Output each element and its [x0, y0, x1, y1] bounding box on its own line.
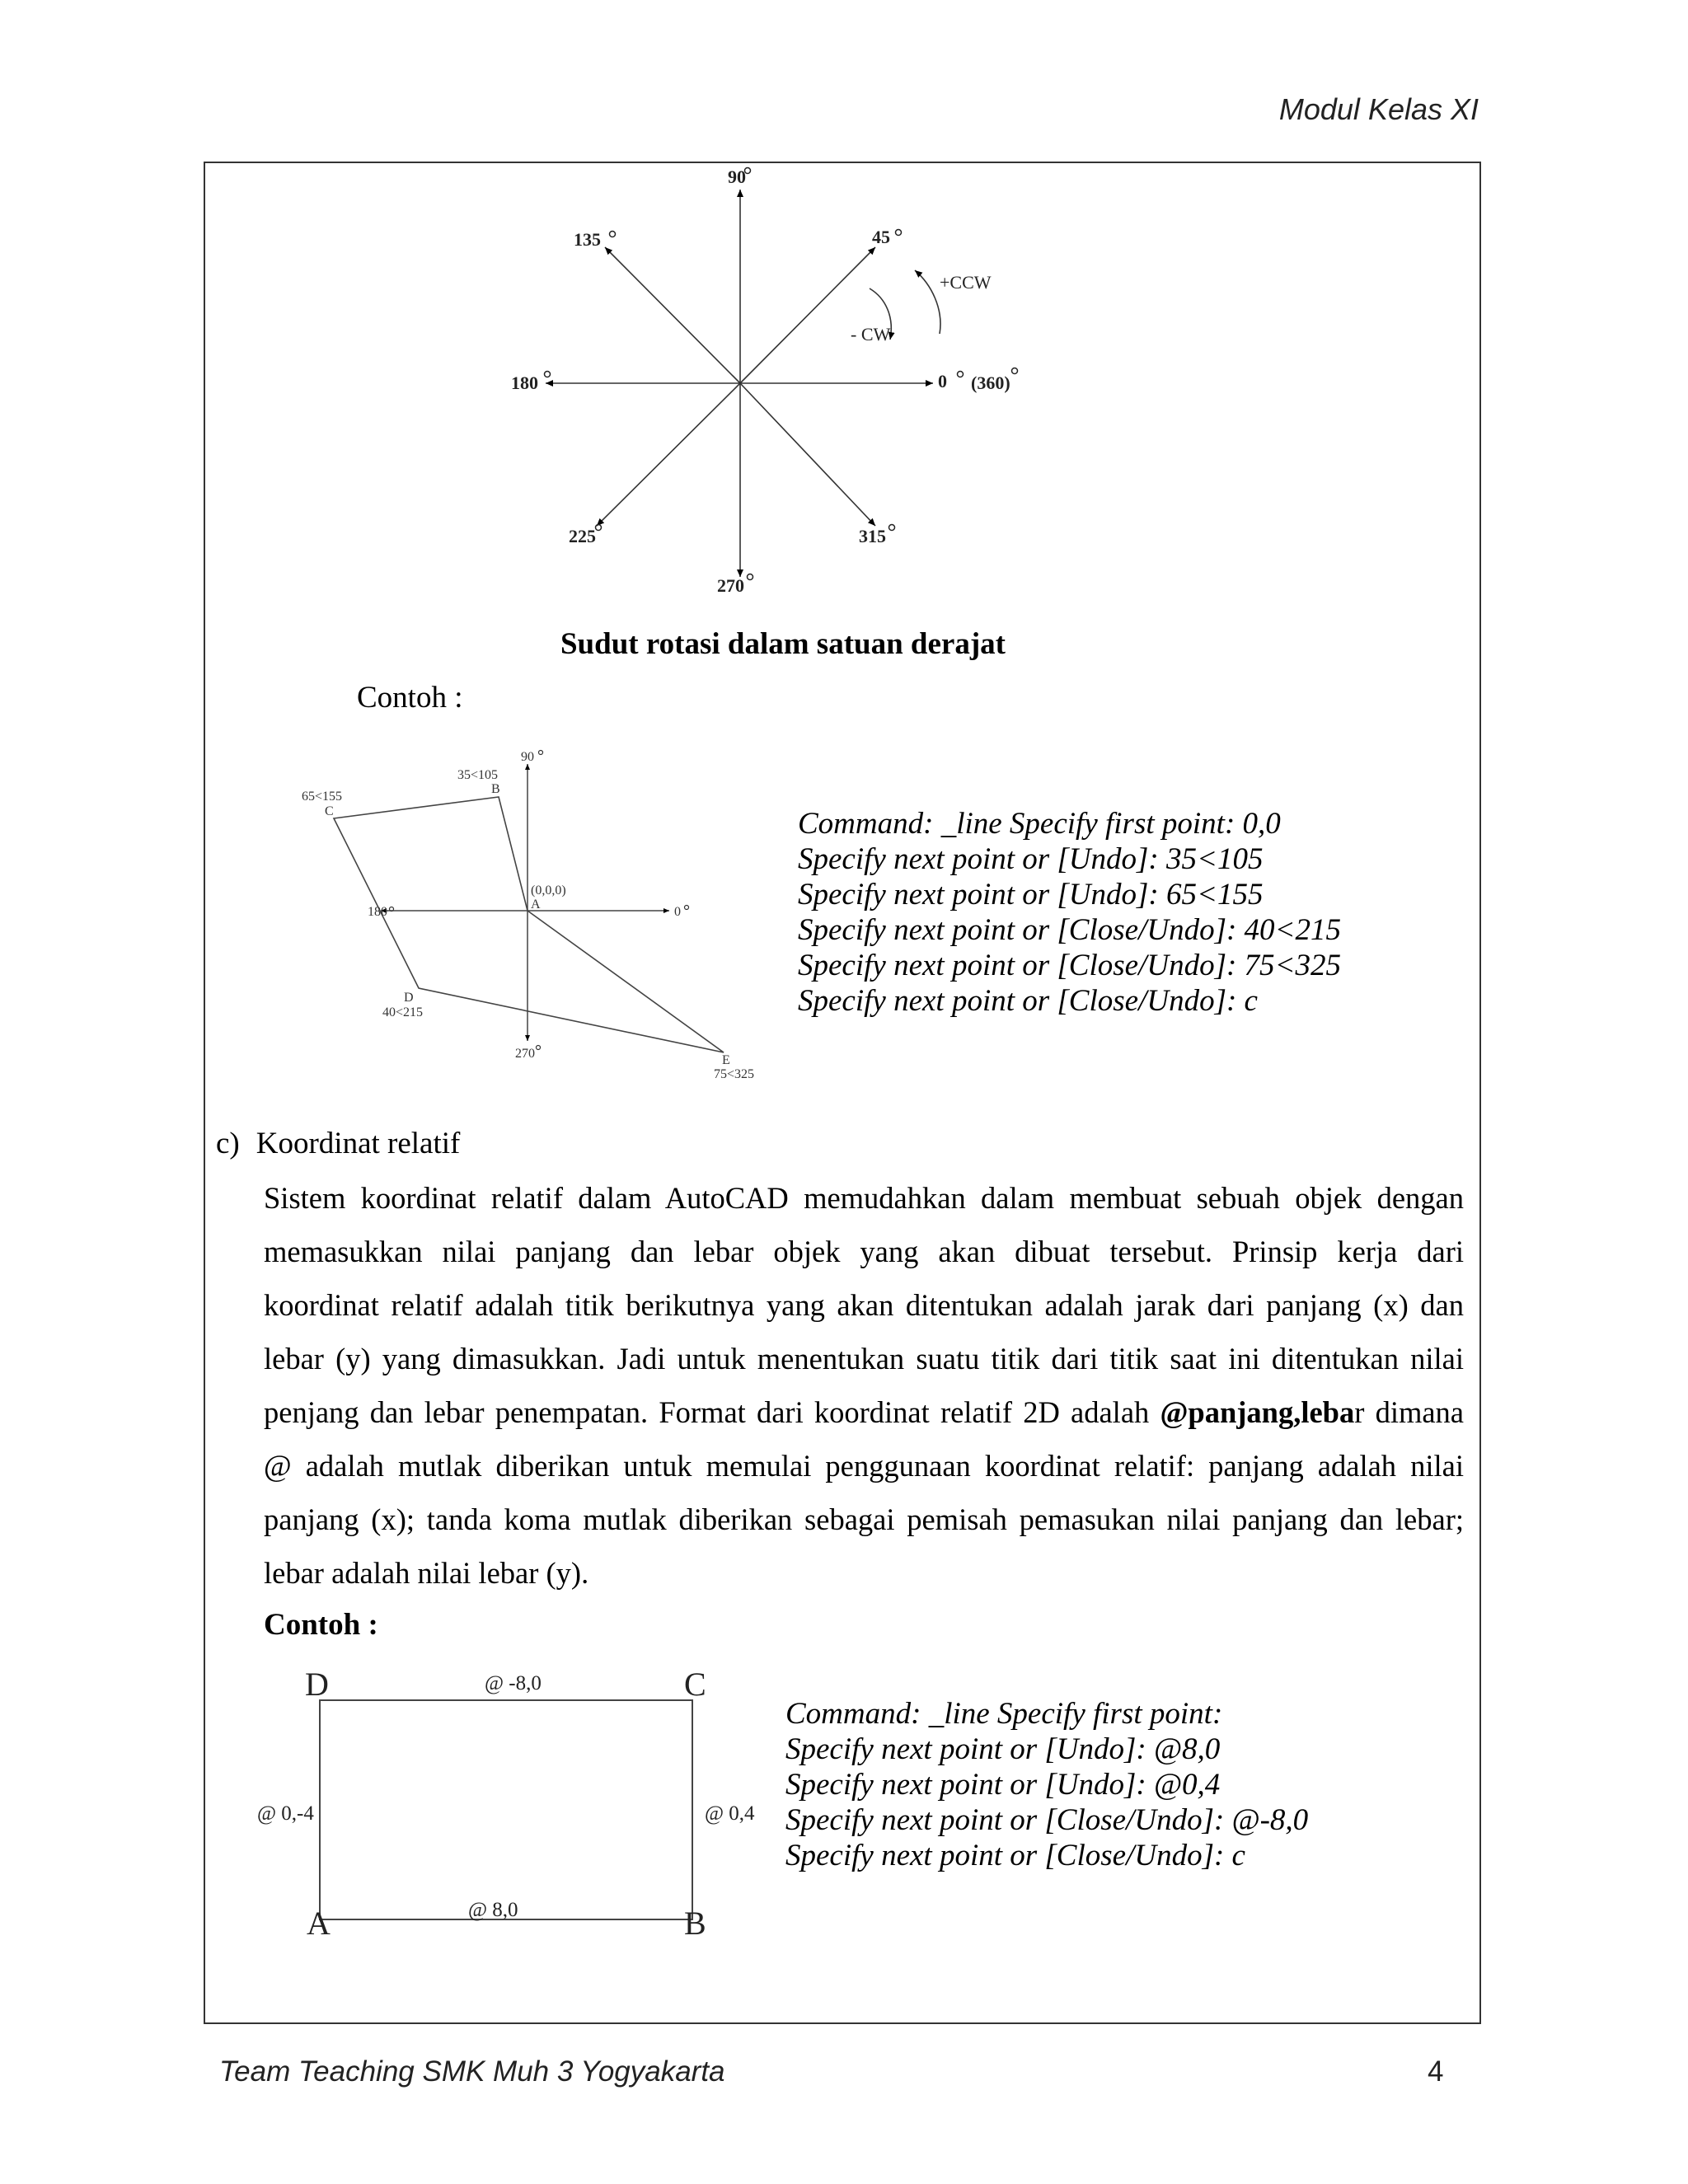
paragraph-line: koordinat relatif adalah titik berikutnya yang akan ditentukan adalah jarak dari panjang (x) dan [264, 1288, 1464, 1322]
label-45: 45 [872, 227, 890, 247]
page-footer-team: Team Teaching SMK Muh 3 Yogyakarta [219, 2055, 725, 2088]
figure-caption: Sudut rotasi dalam satuan derajat [560, 627, 1006, 661]
command-line: Specify next point or [Undo]: 65<155 [798, 878, 1264, 912]
command-line: Specify next point or [Close/Undo]: @-8,0 [785, 1803, 1309, 1837]
label-bottom-coord: @ 8,0 [468, 1899, 518, 1921]
label-135: 135 [574, 229, 601, 250]
command-line: Specify next point or [Close/Undo]: 40<215 [798, 913, 1342, 947]
rectangle-shape [320, 1700, 692, 1919]
ray-225 [597, 383, 740, 526]
corner-a: A [307, 1905, 331, 1937]
label-0deg: 0 [674, 905, 681, 919]
label-e-coord: 75<325 [714, 1067, 755, 1081]
label-225: 225 [569, 526, 596, 546]
label-c-coord: 65<155 [302, 790, 343, 804]
command-line: Specify next point or [Close/Undo]: c [798, 984, 1258, 1018]
command-line: Command: _line Specify first point: 0,0 [798, 807, 1281, 841]
label-90deg: 90 [521, 750, 534, 764]
ccw-arc [915, 270, 940, 334]
label-c: C [325, 804, 334, 818]
example-label: Contoh : [357, 681, 463, 715]
label-a: A [531, 898, 541, 912]
page-header-title: Modul Kelas XI [1278, 92, 1479, 126]
section-heading [216, 1126, 460, 1161]
label-180deg: 180 [368, 905, 387, 919]
label-180: 180 [511, 373, 538, 393]
command-line: Command: _line Specify first point: [785, 1697, 1223, 1731]
polar-example-diagram [288, 746, 775, 1092]
label-90: 90 [728, 166, 746, 187]
label-e: E [722, 1053, 730, 1067]
page-number: 4 [1428, 2055, 1444, 2088]
label-left-coord: @ 0,-4 [257, 1802, 314, 1825]
command-line: Specify next point or [Undo]: 35<105 [798, 842, 1264, 876]
label-b-coord: 35<105 [457, 768, 499, 782]
section-title: Koordinat relatif [256, 1127, 461, 1160]
command-line: Specify next point or [Close/Undo]: 75<325 [798, 949, 1342, 982]
command-block-polar [798, 806, 1341, 1019]
format-syntax: @panjang,leba [1160, 1395, 1355, 1429]
ray-135 [605, 247, 740, 383]
label-270: 270 [717, 575, 744, 596]
paragraph-line: memasukkan nilai panjang dan lebar objek yang akan dibuat tersebut. Prinsip kerja dari [264, 1235, 1464, 1268]
paragraph-line: lebar adalah nilai lebar (y). [264, 1556, 589, 1590]
paragraph-line: panjang (x); tanda koma mutlak diberikan sebagai pemisah pemasukan nilai panjang dan lebar; [264, 1502, 1464, 1536]
format-text-end: r dimana [1354, 1395, 1464, 1429]
label-0: 0 [938, 371, 947, 391]
label-ccw: +CCW [940, 272, 992, 293]
label-cw: - CW [851, 324, 891, 344]
ray-315 [740, 383, 875, 526]
label-right-coord: @ 0,4 [705, 1802, 755, 1825]
paragraph-line: Sistem koordinat relatif dalam AutoCAD memudahkan dalam membuat sebuah objek dengan [264, 1181, 1464, 1215]
rotation-angle-diagram [495, 165, 1039, 610]
label-270deg: 270 [515, 1047, 535, 1061]
label-d: D [404, 991, 414, 1005]
command-line: Specify next point or [Close/Undo]: c [785, 1839, 1245, 1872]
label-b: B [491, 782, 500, 796]
section-paragraph [264, 1171, 1464, 1600]
corner-d: D [305, 1666, 329, 1703]
corner-c: C [684, 1666, 706, 1703]
label-360: (360) [971, 373, 1010, 393]
label-d-coord: 40<215 [382, 1005, 424, 1019]
example-label-bold: Contoh : [264, 1608, 378, 1642]
command-line: Specify next point or [Undo]: @0,4 [785, 1768, 1221, 1802]
label-315: 315 [859, 526, 886, 546]
label-origin: (0,0,0) [531, 883, 566, 898]
command-block-relative [785, 1696, 1308, 1873]
format-text: penjang dan lebar penempatan. Format dari koordinat relatif 2D adalah [264, 1395, 1160, 1429]
paragraph-line: lebar (y) yang dimasukkan. Jadi untuk menentukan suatu titik dari titik saat ini ditentukan nilai [264, 1342, 1464, 1376]
label-top-coord: @ -8,0 [485, 1672, 542, 1694]
paragraph-line: @ adalah mutlak diberikan untuk memulai penggunaan koordinat relatif: panjang adalah nilai [264, 1449, 1464, 1483]
ray-45 [740, 247, 875, 383]
command-line: Specify next point or [Undo]: @8,0 [785, 1732, 1221, 1766]
paragraph-line-format [264, 1385, 1464, 1439]
corner-b: B [684, 1905, 706, 1937]
relative-example-diagram [247, 1661, 767, 1937]
section-marker: c) [216, 1127, 240, 1160]
